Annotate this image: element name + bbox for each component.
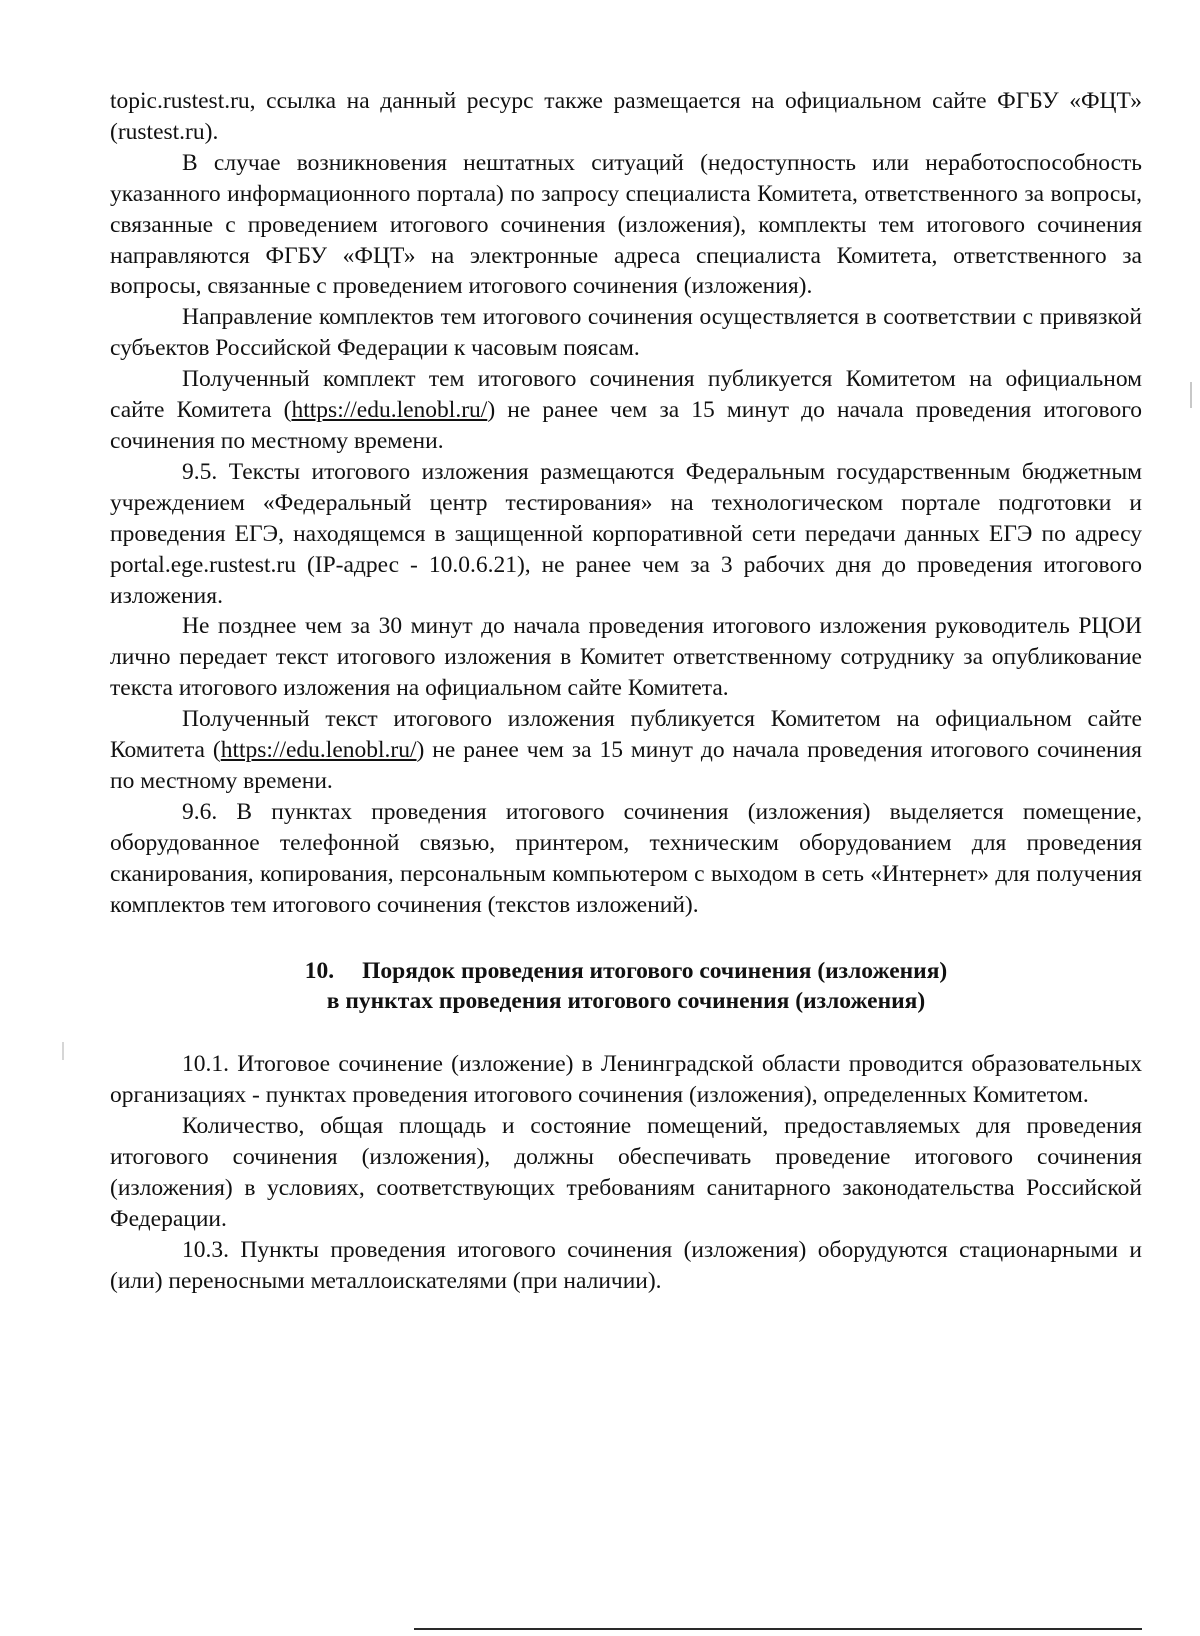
paragraph-9-5: 9.5. Тексты итогового изложения размещаются Федеральным государственным бюджетным учреждением «Федеральный центр тестирования» на технологическом портале подготовки и проведения ЕГЭ, находящемся в защищенной корпоративной сети передачи данных ЕГЭ по адресу portal.ege.rustest.ru (IP-адрес - 10.0.6.21), не ранее чем за 3 рабочих дня до проведения итогового изложения.	[110, 458, 1142, 609]
scan-artifact	[62, 1042, 64, 1060]
paragraph-summary-text-publication	[110, 704, 1142, 797]
paragraph-essay-topics-publication	[110, 364, 1142, 457]
text-segment: Полученный текст итогового изложения публикуется Комитетом на официальном сайте Комитета (	[110, 706, 1142, 764]
paragraph-9-6: 9.6. В пунктах проведения итогового сочинения (изложения) выделяется помещение, оборудованное телефонной связью, принтером, техническим оборудованием для проведения сканирования, копирования, персональным компьютером с выходом в сеть «Интернет» для получения комплектов тем итогового сочинения (текстов изложений).	[110, 798, 1142, 918]
paragraph-emergency-situations: В случае возникновения нештатных ситуаций (недоступность или неработоспособность указанного информационного портала) по запросу специалиста Комитета, ответственного за вопросы, связанные с проведением итогового сочинения (изложения), комплекты тем итогового сочинения направляются ФГБУ «ФЦТ» на электронные адреса специалиста Комитета, ответственного за вопросы, связанные с проведением итогового сочинения (изложения).	[110, 149, 1142, 300]
paragraph-10-3: 10.3. Пункты проведения итогового сочинения (изложения) оборудуются стационарными и (или) переносными металлоискателями (при наличии).	[110, 1236, 1142, 1294]
text-segment: ) не ранее чем за 15 минут до начала проведения итогового сочинения по местному времени.	[110, 397, 1142, 454]
heading-line-1	[110, 956, 1142, 986]
text-segment: ) не ранее чем за 15 минут до начала проведения итогового сочинения по местному времени.	[110, 737, 1142, 794]
paragraph-premises-requirements: Количество, общая площадь и состояние помещений, предоставляемых для проведения итогового сочинения (изложения), должны обеспечивать проведение итогового сочинения (изложения) в условиях, соответствующих требованиям санитарного законодательства Российской Федерации.	[110, 1113, 1142, 1232]
heading-line-2: в пунктах проведения итогового сочинения (изложения)	[326, 988, 926, 1015]
text-segment: Полученный комплект тем итогового сочинения публикуется Комитетом на официальном сайте Комитета (	[110, 366, 1142, 424]
scan-edge-line	[414, 1628, 1142, 1630]
scan-artifact	[1190, 382, 1192, 408]
paragraph-10-1: 10.1. Итоговое сочинение (изложение) в Ленинградской области проводится образовательных организациях - пунктах проведения итогового сочинения (изложения), определенных Комитетом.	[110, 1051, 1142, 1109]
paragraph-topic-rustest: topic.rustest.ru, ссылка на данный ресурс также размещается на официальном сайте ФГБУ «ФЦТ» (rustest.ru).	[110, 88, 1142, 145]
paragraph-time-zones: Направление комплектов тем итогового сочинения осуществляется в соответствии с привязкой субъектов Российской Федерации к часовым поясам.	[110, 304, 1142, 362]
section-heading	[110, 956, 1142, 1016]
document-body	[110, 86, 1142, 1297]
paragraph-rcoi-transfer: Не позднее чем за 30 минут до начала проведения итогового изложения руководитель РЦОИ лично передает текст итогового изложения в Комитет ответственному сотруднику за опубликование текста итогового изложения на официальном сайте Комитета.	[110, 613, 1142, 702]
edu-lenobl-link[interactable]: https://edu.lenobl.ru/	[291, 397, 488, 424]
edu-lenobl-link[interactable]: https://edu.lenobl.ru/	[220, 737, 417, 764]
heading-number: 10.	[304, 958, 335, 985]
heading-title: Порядок проведения итогового сочинения (изложения)	[362, 958, 948, 985]
